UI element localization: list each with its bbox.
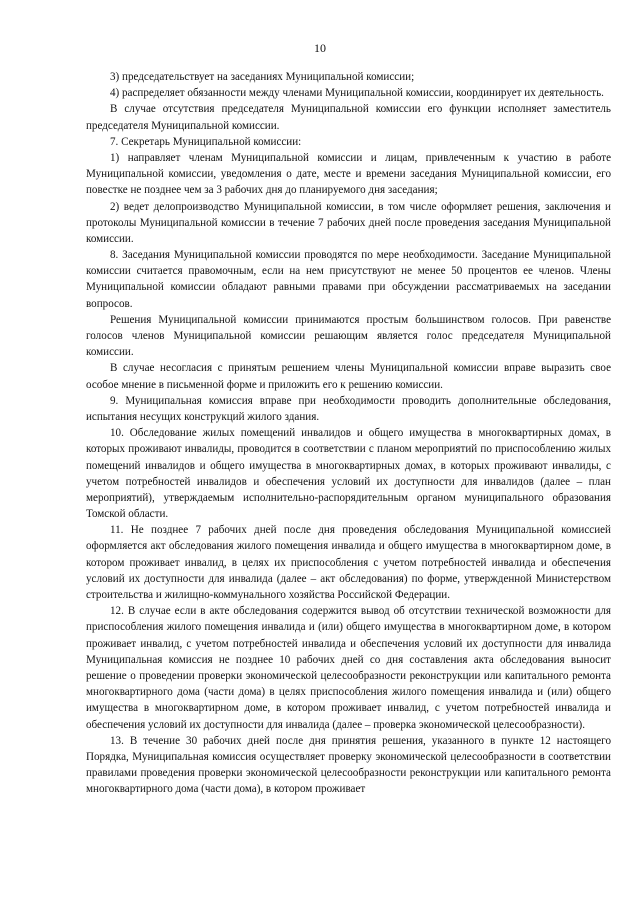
paragraph: 9. Муниципальная комиссия вправе при необходимости проводить дополнительные обследования, испытания несущих конструкций жилого здания. <box>86 394 611 423</box>
page-number: 10 <box>314 41 326 55</box>
page-body <box>86 69 611 797</box>
paragraph: 11. Не позднее 7 рабочих дней после дня проведения обследования Муниципальной комиссией оформляется акт обследования жилого помещения инвалида и общего имущества в многоквартирном доме, в котором проживает инвалид, в целях их приспособления с учетом потребностей инвалида и обеспечения условий их доступности для инвалида (далее – акт обследования) по форме, утвержденной Министерством строительства и жилищно-коммунального хозяйства Российской Федерации. <box>86 524 611 601</box>
paragraph: 3) председательствует на заседаниях Муниципальной комиссии; <box>110 71 415 83</box>
paragraph: 4) распределяет обязанности между членами Муниципальной комиссии, координирует их деятельность. <box>110 87 604 100</box>
paragraph: Решения Муниципальной комиссии принимаются простым большинством голосов. При равенстве голосов членов Муниципальной комиссии решающим является голос председателя Муниципальной комиссии. <box>86 313 611 359</box>
paragraph: 1) направляет членам Муниципальной комиссии и лицам, привлеченным к участию в работе Муниципальной комиссии, уведомления о дате, месте и времени заседания Муниципальной комиссии, его повестке не позднее чем за 3 рабочих дня до планируемого дня заседания; <box>86 151 611 197</box>
paragraph: 13. В течение 30 рабочих дней после дня принятия решения, указанного в пункте 12 настоящего Порядка, Муниципальная комиссия осуществляет проверку экономической целесообразности в соответствии правилами проведения проверки экономической целесообразности реконструкции или капитального ремонта многоквартирного дома (части дома), в котором проживает <box>86 734 611 796</box>
paragraph: 10. Обследование жилых помещений инвалидов и общего имущества в многоквартирных домах, в которых проживают инвалиды, проводится в соответствии с планом мероприятий по приспособлению жилых помещений инвалидов и общего имущества в многоквартирных домах, в которых проживают инвалиды, с учетом потребностей инвалидов и обеспечения условий их доступности для инвалидов (далее – план мероприятий), утверждаемым исполнительно-распорядительным органом муниципального образования Томской области. <box>86 427 611 521</box>
paragraph: В случае отсутствия председателя Муниципальной комиссии его функции исполняет заместитель председателя Муниципальной комиссии. <box>86 103 611 132</box>
paragraph: 7. Секретарь Муниципальной комиссии: <box>110 135 302 148</box>
paragraph: 8. Заседания Муниципальной комиссии проводятся по мере необходимости. Заседание Муниципальной комиссии считается правомочным, если на нем присутствуют не менее 50 процентов ее членов. Члены Муниципальной комиссии обладают равными правами при обсуждении рассматриваемых на заседании вопросов. <box>86 249 611 310</box>
paragraph: 12. В случае если в акте обследования содержится вывод об отсутствии технической возможности для приспособления жилого помещения инвалида и (или) общего имущества в многоквартирном доме, в котором проживает инвалид, с учетом потребностей инвалида и обеспечения условий их доступности для инвалида Муниципальная комиссия не позднее 10 рабочих дней со дня составления акта обследования выносит решение о проведении проверки экономической целесообразности реконструкции или капитального ремонта многоквартирного дома (части дома) в целях приспособления жилого помещения инвалида и (или) общего имущества в многоквартирном доме, в котором проживает инвалид, с учетом потребностей инвалида и обеспечения условий их доступности для инвалида (далее – проверка экономической целесообразности). <box>86 605 611 731</box>
paragraph: В случае несогласия с принятым решением члены Муниципальной комиссии вправе выразить свое особое мнение в письменной форме и приложить его к решению комиссии. <box>86 362 611 391</box>
paragraph: 2) ведет делопроизводство Муниципальной комиссии, в том числе оформляет решения, заключения и протоколы Муниципальной комиссии в течение 7 рабочих дней после проведения заседания Муниципальной комиссии. <box>86 200 611 245</box>
